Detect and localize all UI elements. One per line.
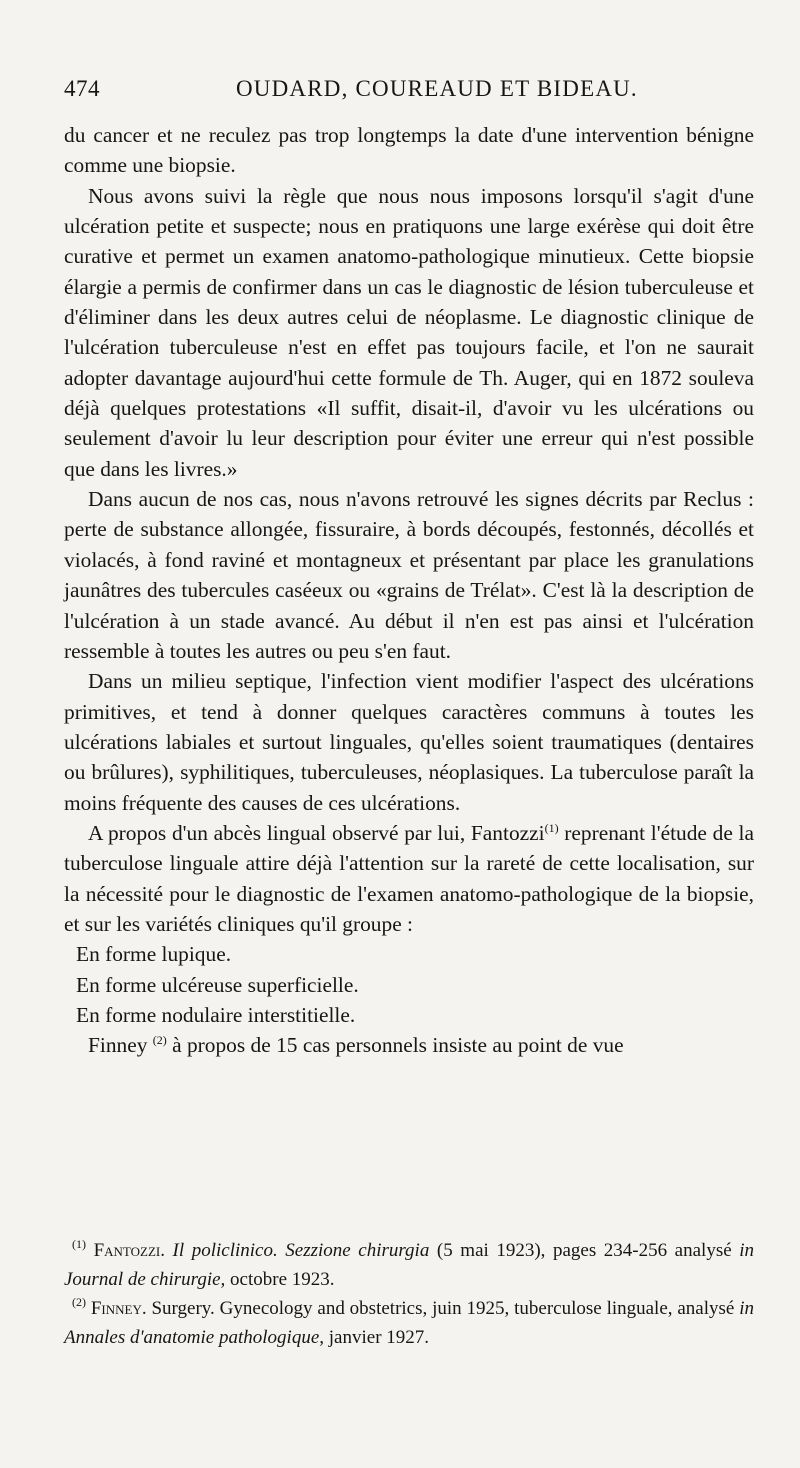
footnote-1-author: Fantozzi. [93, 1240, 165, 1261]
footnote-1-mark: (1) [72, 1237, 86, 1251]
page-number: 474 [64, 76, 100, 101]
footnote-2 [64, 1294, 754, 1352]
footnote-ref-2: (2) [152, 1033, 167, 1048]
list-item-2: En forme ulcéreuse superficielle. [76, 972, 359, 997]
paragraph-4: Dans un milieu septique, l'infection vient modifier l'aspect des ulcérations primitives, et tend à donner quelques caractères communs à toutes les ulcérations labiales et surtout linguales, qu'elles soient traumatiques (dentaires ou brûlures), syphilitiques, tuberculeuses, néoplasiques. La tuberculose paraît la moins fréquente des causes de ces ulcérations. [64, 669, 754, 815]
list-item-3: En forme nodulaire interstitielle. [76, 1002, 356, 1027]
footnote-1-date: octobre 1923. [225, 1269, 335, 1290]
paragraph-5 [64, 818, 754, 939]
footnote-1 [64, 1236, 754, 1294]
paragraph-5-text-b: reprenant l'étude de la tuberculose linguale attire déjà l'attention sur la rareté de cette localisation, sur la nécessité pour le diagnostic de l'examen anatomo-pathologique de la biopsie, et sur les variétés cliniques qu'il groupe : [64, 820, 754, 936]
footnote-2-details: Surgery. Gynecology and obstetrics, juin 1925, tuberculose linguale, analysé [146, 1298, 740, 1319]
footnote-2-author: Finney. [90, 1298, 147, 1319]
running-head: OUDARD, COUREAUD ET BIDEAU. [236, 76, 638, 101]
paragraph-6-text-b: à propos de 15 cas personnels insiste au point de vue [166, 1033, 624, 1058]
footnotes [64, 1236, 754, 1352]
paragraph-2: Nous avons suivi la règle que nous nous imposons lorsqu'il s'agit d'une ulcération petite et suspecte; nous en pratiquons une large exérèse qui doit être curative et permet un examen anatomo-pathologique minutieux. Cette biopsie élargie a permis de confirmer dans un cas le diagnostic de lésion tuberculeuse et d'éliminer dans les deux autres celui de néoplasme. Le diagnostic clinique de l'ulcération tuberculeuse n'est en effet pas toujours facile, et l'on ne saurait adopter davantage aujourd'hui cette formule de Th. Auger, qui en 1872 souleva déjà quelques protestations «Il suffit, disait-il, d'avoir vu les ulcérations ou seulement d'avoir lu leur description pour éviter une erreur qui n'est possible que dans les livres.» [64, 183, 754, 481]
footnote-1-details: (5 mai 1923), pages 234-256 analysé [429, 1240, 740, 1261]
footnote-2-mark: (2) [72, 1295, 86, 1309]
page-header [64, 76, 764, 108]
footnote-2-date: janvier 1927. [324, 1327, 430, 1348]
paragraph-3: Dans aucun de nos cas, nous n'avons retrouvé les signes décrits par Reclus : perte de substance allongée, fissuraire, à bords découpés, festonnés, décollés et violacés, à fond raviné et montagneux et présentant par place les granulations jaunâtres des tubercules caséeux ou «grains de Trélat». C'est là la description de l'ulcération à un stade avancé. Au début il n'en est pas ainsi et l'ulcération ressemble à toutes les autres ou peu s'en faut. [64, 487, 754, 663]
paragraph-1: du cancer et ne reculez pas trop longtemps la date d'une intervention bénigne comme une biopsie. [64, 123, 754, 178]
list-item-1: En forme lupique. [76, 942, 232, 967]
paragraph-6-text-a: Finney [88, 1033, 153, 1058]
footnote-1-journal: Il policlinico. Sezzione chirurgia [172, 1240, 430, 1261]
body-text [64, 120, 754, 1061]
footnote-1-source: in Journal de chirurgie, [64, 1240, 754, 1290]
paragraph-6 [64, 1030, 754, 1060]
footnote-ref-1: (1) [544, 820, 559, 835]
footnote-2-source: in Annales d'anatomie pathologique, [64, 1298, 754, 1348]
paragraph-5-text-a: A propos d'un abcès lingual observé par lui, Fantozzi [88, 820, 545, 845]
